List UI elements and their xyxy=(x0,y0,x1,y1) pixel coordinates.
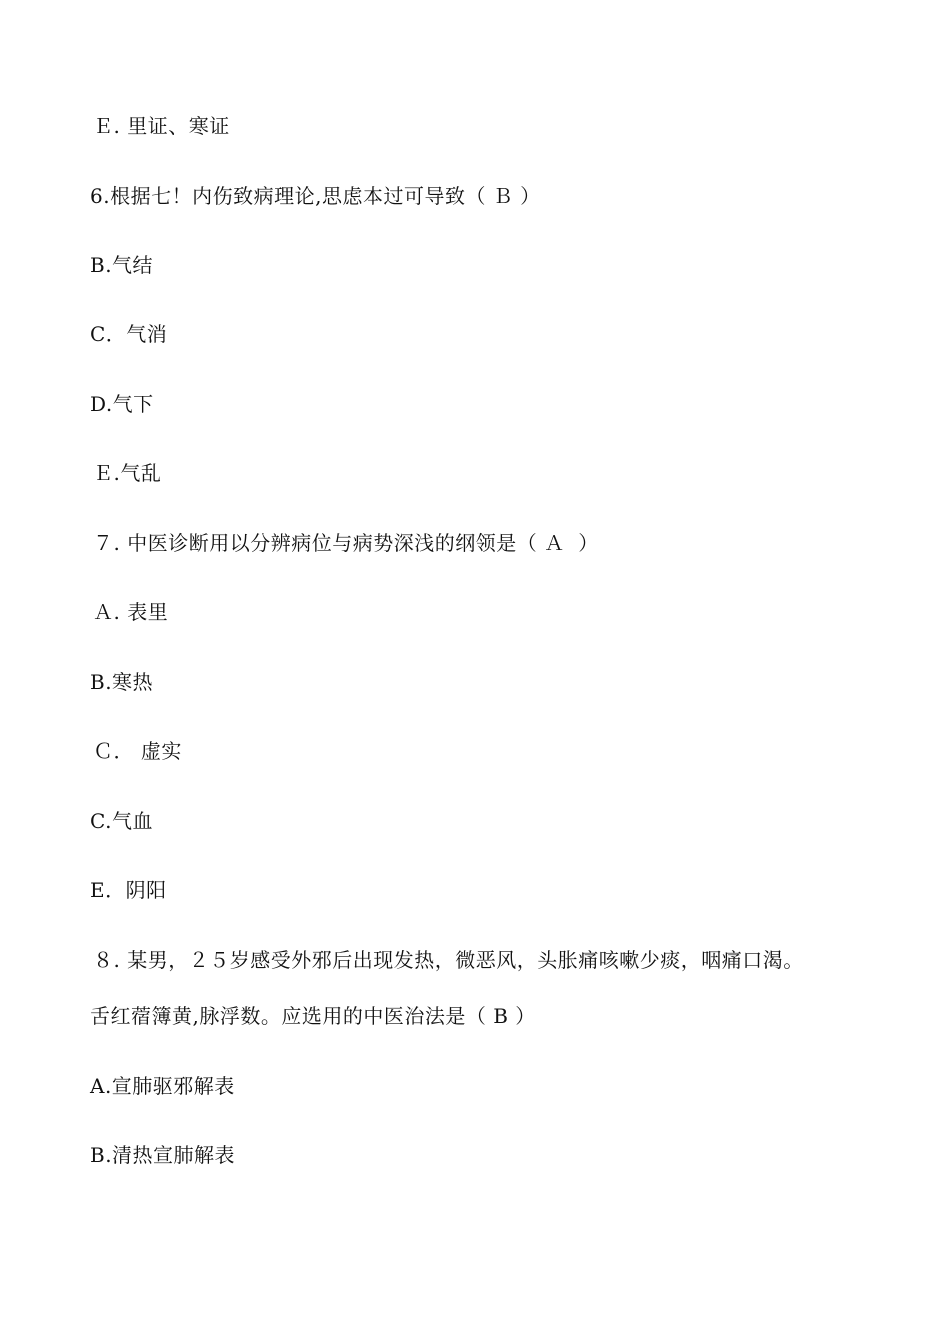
question-8-part-2: 舌红蓿簿黄,脉浮数。应选用的中医治法是（ B ） xyxy=(90,1004,536,1028)
option-b-line: B.寒热 xyxy=(90,670,154,694)
option-c-line-2: C.气血 xyxy=(90,809,153,833)
question-8-part-1: ８. 某男，２５岁感受外邪后出现发热，微恶风，头胀痛咳嗽少痰，咽痛口渴。 xyxy=(93,948,804,972)
option-b-line: B.气结 xyxy=(90,253,154,277)
option-c-line: Ｃ． 虚实 xyxy=(93,739,182,763)
option-d-line: D.气下 xyxy=(90,392,154,416)
option-c-line: C．气消 xyxy=(90,322,168,346)
option-e-line: E．阴阳 xyxy=(90,878,167,902)
option-a-line: Ａ. 表里 xyxy=(93,600,169,624)
option-e-line: Ｅ. 里证、寒证 xyxy=(93,114,230,138)
option-b-line: B.清热宣肺解表 xyxy=(90,1143,236,1167)
question-7: ７. 中医诊断用以分辨病位与病势深浅的纲领是（ Ａ ） xyxy=(93,531,599,555)
option-e-line: Ｅ.气乱 xyxy=(93,461,162,485)
question-6: 6.根据七！内伤致病理论,思虑本过可导致（ Ｂ ） xyxy=(90,184,541,208)
option-a-line: A.宣肺驱邪解表 xyxy=(90,1074,235,1098)
